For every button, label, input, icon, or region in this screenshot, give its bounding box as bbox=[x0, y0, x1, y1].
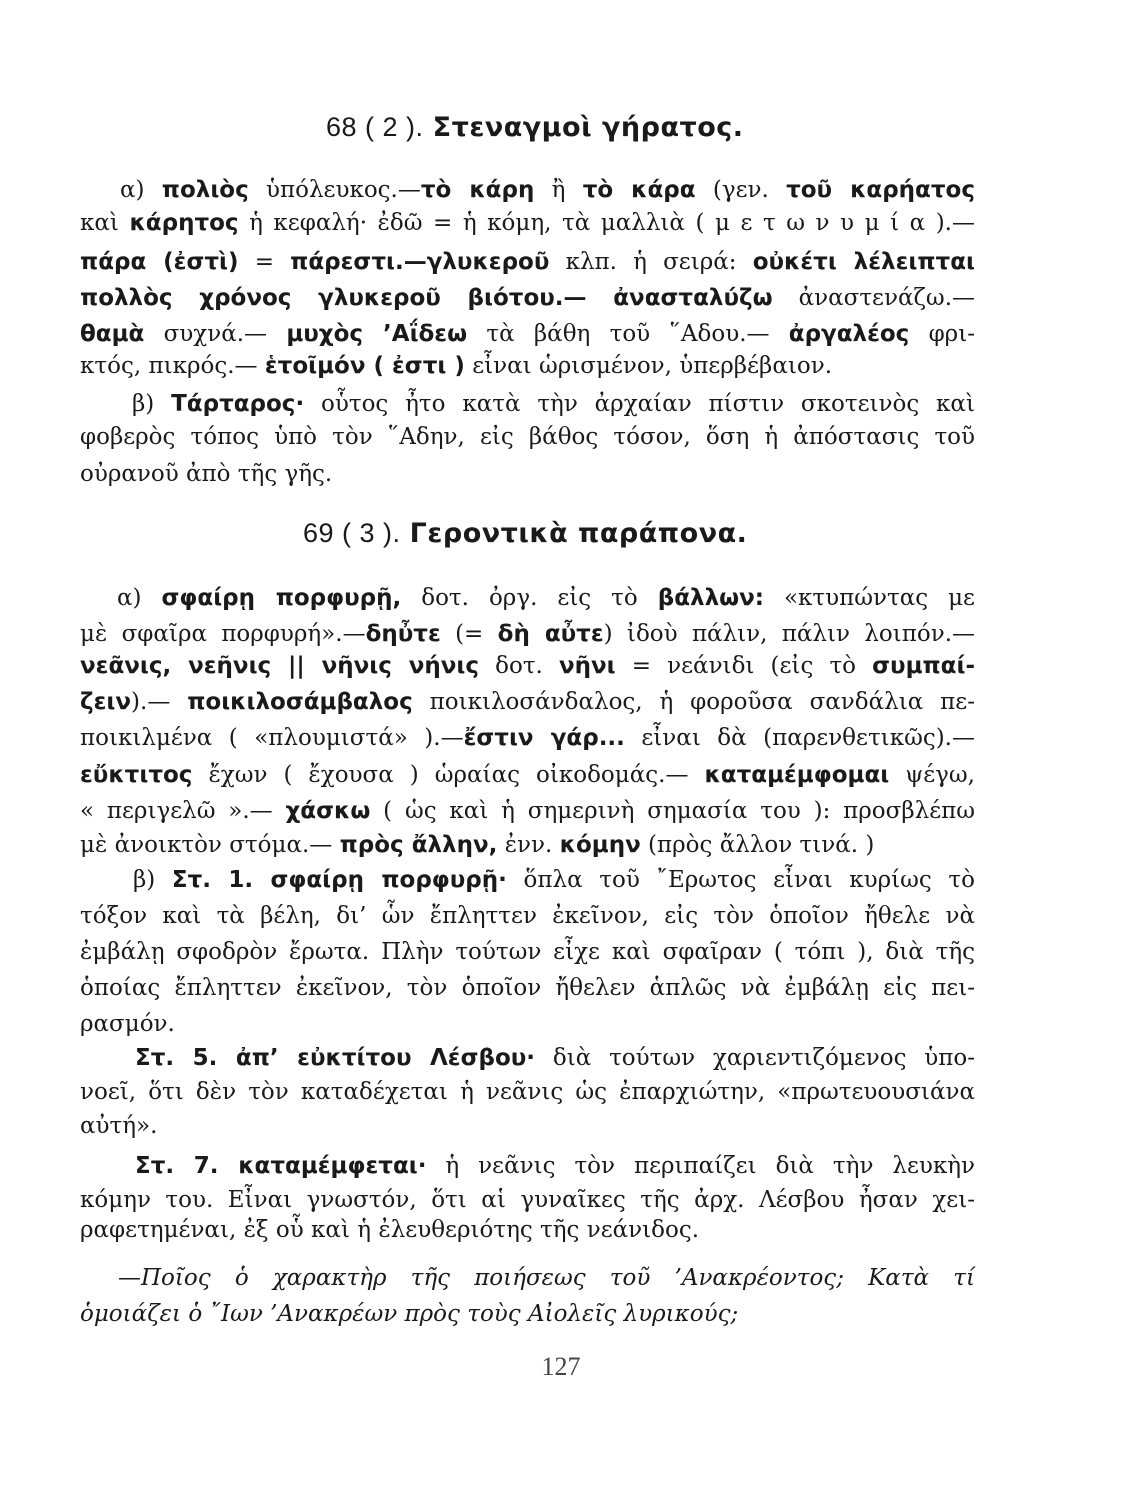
bold-term: συμπαί- bbox=[872, 653, 975, 679]
text-run: ( ὡς καὶ ἡ σημερινὴ σημασία του ): προσβλέπω bbox=[370, 798, 975, 824]
section69-line bbox=[118, 1260, 975, 1296]
bold-term: βάλλων: bbox=[657, 585, 764, 611]
text-run: ἡ κεφαλή· ἐδῶ = ἡ κόμη, τὰ μαλλιὰ ( μ ε τ ω ν υ μ ί α ).— bbox=[238, 210, 975, 236]
text-run: συχνά.— bbox=[144, 321, 287, 347]
text-run: ὅπλα τοῦ ῎Ερωτος εἶναι κυρίως τὸ bbox=[506, 867, 975, 893]
text-run: = νεάνιδι (εἰς τὸ bbox=[615, 653, 873, 679]
bold-term: δηὖτε bbox=[365, 621, 441, 647]
text-run: α) bbox=[120, 177, 162, 203]
section68-line bbox=[80, 280, 975, 316]
text-run: ποικιλμένα ( «πλουμιστά» ).— bbox=[80, 725, 464, 751]
bold-term: οὐκέτι λέλειπται bbox=[752, 249, 975, 275]
bold-term: πολιὸς bbox=[161, 177, 249, 203]
text-run: ἢ bbox=[534, 177, 583, 203]
section69-line bbox=[117, 580, 975, 616]
text-run: α) bbox=[117, 585, 162, 611]
bold-term: ἔστιν γάρ... bbox=[463, 725, 625, 751]
bold-term: μυχὸς ’Αΐδεω bbox=[286, 321, 468, 347]
text-run: = bbox=[238, 249, 291, 275]
bold-term: Στ. 7. καταμέμφεται· bbox=[135, 1153, 427, 1179]
section68-line bbox=[80, 316, 975, 352]
text-run: κλπ. ἡ σειρά: bbox=[549, 249, 753, 275]
bold-term: νῆνι bbox=[558, 653, 616, 679]
text-run: —Ποῖος ὁ χαρακτὴρ τῆς ποιήσεως τοῦ ’Ανακρέοντος; Κατὰ τί bbox=[118, 1265, 975, 1291]
text-run: (= bbox=[440, 621, 498, 647]
section69-line bbox=[135, 1040, 975, 1076]
text-run: διὰ τούτων χαριεντιζόμενος ὑπο- bbox=[535, 1045, 975, 1071]
text-run: ) ἰδοὺ πάλιν, πάλιν λοιπόν.— bbox=[603, 621, 976, 647]
section69-line bbox=[80, 827, 975, 863]
text-run: ἀναστενάζω.— bbox=[772, 285, 976, 311]
text-run: ὁμοιάζει ὁ ῎Ιων ’Ανακρέων πρὸς τοὺς Αἰολεῖς λυρικούς; bbox=[80, 1301, 739, 1327]
text-run: τόξον καὶ τὰ βέλη, δι’ ὧν ἔπληττεν ἐκεῖνον, εἰς τὸν ὁποῖον ἤθελε νὰ bbox=[80, 903, 975, 929]
section68-line bbox=[120, 172, 975, 208]
text-run: (γεν. bbox=[695, 177, 787, 203]
section69-line bbox=[135, 1148, 975, 1184]
bold-term: ζειν bbox=[80, 689, 132, 715]
bold-term: ποικιλοσάμβαλος bbox=[187, 689, 413, 715]
section-68-heading bbox=[326, 112, 744, 143]
text-run: δοτ. bbox=[479, 653, 559, 679]
bold-term: νεᾶνις, νεῆνις || νῆνις νήνις bbox=[80, 653, 480, 679]
text-run: ).— bbox=[131, 689, 188, 715]
text-run: κόμην του. Εἶναι γνωστόν, ὅτι αἱ γυναῖκες τῆς ἀρχ. Λέσβου ἦσαν χει- bbox=[80, 1187, 975, 1213]
text-run: ὁποίας ἔπληττεν ἐκεῖνον, τὸν ὁποῖον ἤθελεν ἁπλῶς νὰ ἐμβάλῃ εἰς πει- bbox=[80, 975, 975, 1001]
section69-line bbox=[80, 970, 975, 1006]
section69-line bbox=[80, 1108, 975, 1144]
section-68-title: Στεναγμοὶ γήρατος. bbox=[432, 112, 744, 143]
section69-line bbox=[80, 793, 975, 829]
section69-line bbox=[80, 1212, 975, 1248]
bold-term: θαμὰ bbox=[80, 321, 145, 347]
section68-line bbox=[80, 244, 975, 280]
bold-term: τοῦ καρήατος bbox=[786, 177, 975, 203]
text-run: τὰ βάθη τοῦ ῞Αδου.— bbox=[467, 321, 789, 347]
text-run: μὲ σφαῖρα πορφυρή».— bbox=[80, 621, 366, 647]
section-69-heading bbox=[303, 518, 747, 549]
bold-term: πάρεστι.—γλυκεροῦ bbox=[290, 249, 550, 275]
bold-term: πρὸς ἄλλην, bbox=[339, 832, 498, 858]
section69-line bbox=[80, 1296, 975, 1332]
section69-line bbox=[80, 720, 975, 756]
section68-line bbox=[80, 419, 975, 455]
text-run: β) bbox=[133, 867, 172, 893]
bold-term: δὴ αὖτε bbox=[497, 621, 604, 647]
text-run: ἡ νεᾶνις τὸν περιπαίζει διὰ τὴν λευκὴν bbox=[426, 1153, 975, 1179]
text-run: εἶναι δὰ (παρενθετικῶς).— bbox=[624, 725, 975, 751]
bold-term: τὸ κάρη bbox=[420, 177, 535, 203]
text-run: β) bbox=[132, 391, 172, 417]
section69-line bbox=[80, 648, 975, 684]
section-69-number: 69 ( 3 ). bbox=[303, 518, 401, 548]
text-run: ρασμόν. bbox=[80, 1011, 175, 1037]
text-run: ἐνν. bbox=[497, 832, 560, 858]
text-run: δοτ. ὀργ. εἰς τὸ bbox=[401, 585, 658, 611]
text-run: « περιγελῶ ».— bbox=[80, 798, 286, 824]
bold-term: εὔκτιτος bbox=[80, 762, 193, 788]
bold-term: καταμέμφομαι bbox=[704, 762, 890, 788]
section69-line bbox=[133, 862, 975, 898]
text-run: μὲ ἀνοικτὸν στόμα.— bbox=[80, 832, 340, 858]
section69-line bbox=[80, 757, 975, 793]
section68-line bbox=[80, 456, 975, 492]
text-run: ἔχων ( ἔχουσα ) ὡραίας οἰκοδομάς.— bbox=[192, 762, 705, 788]
bold-term: Στ. 1. σφαίρῃ πορφυρῇ· bbox=[171, 867, 507, 893]
bold-term: ἑτοῖμόν ( ἐστι ) bbox=[264, 353, 465, 379]
bold-term: ἀργαλέος bbox=[788, 321, 910, 347]
bold-term: χάσκω bbox=[285, 798, 371, 824]
text-run: ὑπόλευκος.— bbox=[248, 177, 421, 203]
text-run: φρι- bbox=[909, 321, 975, 347]
text-run: (πρὸς ἄλλον τινά. ) bbox=[640, 832, 875, 858]
text-run: ἐμβάλῃ σφοδρὸν ἔρωτα. Πλὴν τούτων εἶχε καὶ σφαῖραν ( τόπι ), διὰ τῆς bbox=[80, 939, 975, 965]
bold-term: τὸ κάρα bbox=[582, 177, 696, 203]
section69-line bbox=[80, 898, 975, 934]
text-run: «κτυπώντας με bbox=[763, 585, 975, 611]
bold-term: Στ. 5. ἀπ’ εὐκτίτου Λέσβου· bbox=[135, 1045, 536, 1071]
text-run: ποικιλοσάνδαλος, ἡ φοροῦσα σανδάλια πε- bbox=[412, 689, 975, 715]
text-run: κτός, πικρός.— bbox=[80, 353, 265, 379]
section68-line bbox=[80, 205, 975, 241]
bold-term: κάρητος bbox=[129, 210, 239, 236]
bold-term: κόμην bbox=[559, 832, 641, 858]
section69-line bbox=[80, 684, 975, 720]
text-run: ψέγω, bbox=[889, 762, 975, 788]
bold-term: πάρα (ἐστὶ) bbox=[80, 249, 239, 275]
text-run: ραφετημέναι, ἐξ οὗ καὶ ἡ ἐλευθεριότης τῆς νεάνιδος. bbox=[80, 1217, 700, 1243]
section-68-number: 68 ( 2 ). bbox=[326, 112, 424, 142]
section69-line bbox=[80, 934, 975, 970]
section69-line bbox=[80, 1006, 975, 1042]
bold-term: Τάρταρος· bbox=[171, 391, 305, 417]
section69-line bbox=[80, 1074, 975, 1110]
section68-line bbox=[132, 386, 975, 422]
bold-term: σφαίρῃ πορφυρῇ, bbox=[161, 585, 402, 611]
text-run: φοβερὸς τόπος ὑπὸ τὸν ῞Αδην, εἰς βάθος τόσον, ὅση ἡ ἀπόστασις τοῦ bbox=[80, 424, 975, 450]
text-run: εἶναι ὡρισμένον, ὑπερβέβαιον. bbox=[464, 353, 833, 379]
text-run: οὐρανοῦ ἀπὸ τῆς γῆς. bbox=[80, 461, 333, 487]
section69-line bbox=[80, 616, 975, 652]
page-number: 127 bbox=[541, 1352, 581, 1381]
text-run: νοεῖ, ὅτι δὲν τὸν καταδέχεται ἡ νεᾶνις ὡς ἐπαρχιώτην, «πρωτευουσιάνα bbox=[80, 1079, 975, 1105]
section-69-title: Γεροντικὰ παράπονα. bbox=[409, 518, 748, 549]
text-run: αὐτή». bbox=[80, 1113, 158, 1139]
text-run: οὗτος ἦτο κατὰ τὴν ἀρχαίαν πίστιν σκοτεινὸς καὶ bbox=[304, 391, 975, 417]
bold-term: πολλὸς χρόνος γλυκεροῦ βιότου.— ἀνασταλύζω bbox=[80, 285, 773, 311]
section68-line bbox=[80, 348, 975, 384]
text-run: καὶ bbox=[80, 210, 130, 236]
